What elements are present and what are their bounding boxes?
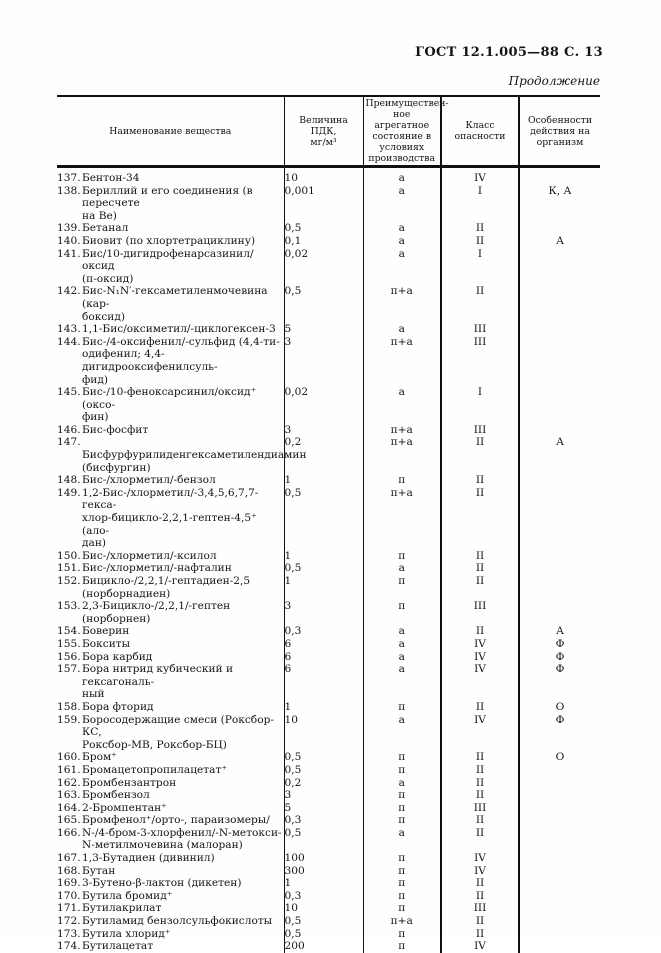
substance-number: 152. bbox=[57, 575, 81, 587]
hazard-class: II bbox=[441, 222, 519, 235]
pdk-value: 3 bbox=[284, 336, 363, 386]
pdk-value: 10 bbox=[284, 714, 363, 752]
substance-number: 145. bbox=[57, 386, 81, 399]
hazard-class: III bbox=[441, 323, 519, 336]
action-feature bbox=[519, 814, 600, 827]
pdk-value: 6 bbox=[284, 663, 363, 701]
substance-name: Бетанал bbox=[82, 222, 129, 235]
substance-number: 166. bbox=[57, 826, 81, 839]
substance-name: Бромбензантрон bbox=[82, 776, 177, 789]
substance-number: 162. bbox=[57, 776, 81, 789]
table-row bbox=[57, 424, 600, 437]
action-feature: А bbox=[519, 625, 600, 638]
action-feature bbox=[519, 915, 600, 928]
substance-number: 160. bbox=[57, 751, 81, 764]
pdk-value: 10 bbox=[284, 902, 363, 915]
pdk-value: 5 bbox=[284, 323, 363, 336]
action-feature bbox=[519, 890, 600, 903]
table-row bbox=[57, 701, 600, 714]
substance-number: 144. bbox=[57, 335, 81, 348]
hazard-class: II bbox=[441, 235, 519, 248]
continuation-label: Продолжение bbox=[508, 74, 600, 88]
substance-name: Бутилацетат bbox=[82, 940, 154, 953]
substance-name: Бора нитрид кубический и гексагональ- ный bbox=[82, 663, 234, 701]
aggregate-state: п bbox=[363, 890, 441, 903]
action-feature bbox=[519, 827, 600, 852]
substance-number: 147. bbox=[57, 436, 81, 449]
substance-name: Бериллий и его соединения (в пересчете на Ве) bbox=[82, 184, 253, 222]
substance-name: Бокситы bbox=[82, 637, 131, 650]
pdk-value: 0,5 bbox=[284, 764, 363, 777]
pdk-value: 0,5 bbox=[284, 751, 363, 764]
action-feature: Ф bbox=[519, 714, 600, 752]
action-feature bbox=[519, 424, 600, 437]
table-row bbox=[57, 386, 600, 424]
substance-number: 150. bbox=[57, 549, 81, 562]
substance-number: 137. bbox=[57, 172, 81, 184]
hazard-class: IV bbox=[441, 663, 519, 701]
substance-number: 156. bbox=[57, 650, 81, 663]
aggregate-state: п bbox=[363, 550, 441, 563]
pdk-value: 1 bbox=[284, 550, 363, 563]
aggregate-state: п bbox=[363, 940, 441, 953]
table-row bbox=[57, 764, 600, 777]
table-row bbox=[57, 638, 600, 651]
pdk-value: 0,3 bbox=[284, 625, 363, 638]
pdk-value: 0,001 bbox=[284, 185, 363, 223]
substance-number: 172. bbox=[57, 915, 81, 928]
substance-name: Бис-/хлорметил/-нафталин bbox=[82, 562, 232, 575]
hazard-class: IV bbox=[441, 638, 519, 651]
aggregate-state: а bbox=[363, 651, 441, 664]
hazard-class: II bbox=[441, 487, 519, 550]
substance-name: Бис/10-дигидрофенарсазинил/оксид (п-оксид) bbox=[82, 247, 254, 285]
action-feature: А bbox=[519, 436, 600, 474]
substance-name: Бромацетопропилацетат⁺ bbox=[82, 763, 227, 776]
table-row bbox=[57, 285, 600, 323]
action-feature bbox=[519, 562, 600, 575]
aggregate-state: п bbox=[363, 902, 441, 915]
action-feature bbox=[519, 600, 600, 625]
substance-number: 161. bbox=[57, 763, 81, 776]
table-row bbox=[57, 436, 600, 474]
pdk-value: 1 bbox=[284, 575, 363, 600]
substance-name: Боверин bbox=[82, 625, 130, 638]
aggregate-state: п bbox=[363, 474, 441, 487]
pdk-value: 5 bbox=[284, 802, 363, 815]
substances-table bbox=[57, 95, 600, 953]
table-row bbox=[57, 185, 600, 223]
action-feature: К, А bbox=[519, 185, 600, 223]
substance-name: Бицикло-/2,2,1/-гептадиен-2,5 (норборнадиен) bbox=[82, 575, 251, 600]
substance-number: 169. bbox=[57, 877, 81, 890]
pdk-value: 0,3 bbox=[284, 890, 363, 903]
substance-number: 157. bbox=[57, 663, 81, 676]
aggregate-state: п+а bbox=[363, 336, 441, 386]
aggregate-state: п+а bbox=[363, 424, 441, 437]
action-feature: О bbox=[519, 751, 600, 764]
table-row bbox=[57, 751, 600, 764]
table-row bbox=[57, 550, 600, 563]
aggregate-state: п bbox=[363, 865, 441, 878]
substance-name: 1,3-Бутадиен (дивинил) bbox=[82, 852, 215, 865]
substance-name: 2-Бромпентан⁺ bbox=[82, 801, 167, 814]
hazard-class: II bbox=[441, 285, 519, 323]
aggregate-state: п+а bbox=[363, 285, 441, 323]
pdk-value: 1 bbox=[284, 701, 363, 714]
action-feature: О bbox=[519, 701, 600, 714]
table-row bbox=[57, 235, 600, 248]
pdk-value: 0,2 bbox=[284, 777, 363, 790]
action-feature bbox=[519, 789, 600, 802]
hazard-class: II bbox=[441, 877, 519, 890]
substance-number: 167. bbox=[57, 852, 81, 865]
substance-name: Биовит (по хлортетрациклину) bbox=[82, 234, 256, 247]
hazard-class: II bbox=[441, 915, 519, 928]
table-row bbox=[57, 487, 600, 550]
hazard-class: II bbox=[441, 474, 519, 487]
substance-name: Бромфенол⁺/орто-, параизомеры/ bbox=[82, 814, 270, 827]
action-feature bbox=[519, 285, 600, 323]
substance-number: 154. bbox=[57, 625, 81, 638]
hazard-class: IV bbox=[441, 714, 519, 752]
action-feature: А bbox=[519, 235, 600, 248]
action-feature bbox=[519, 550, 600, 563]
pdk-value: 10 bbox=[284, 167, 363, 185]
substance-name: Бис-/10-феноксарсинил/оксид⁺ (оксо- фин) bbox=[82, 386, 257, 424]
action-feature bbox=[519, 167, 600, 185]
substance-name: 2,3-Бицикло-/2,2,1/-гептен (норборнен) bbox=[82, 600, 231, 625]
hazard-class: I bbox=[441, 248, 519, 286]
column-header-hazard-class: Класс опасности bbox=[441, 96, 519, 167]
hazard-class: III bbox=[441, 802, 519, 815]
table-row bbox=[57, 600, 600, 625]
hazard-class: II bbox=[441, 562, 519, 575]
action-feature bbox=[519, 575, 600, 600]
column-header-substance-name: Наименование вещества bbox=[57, 96, 284, 167]
table-row bbox=[57, 714, 600, 752]
substance-name: N-/4-бром-3-хлорфенил/-N-метокси- N-метилмочевина (малоран) bbox=[82, 826, 282, 852]
hazard-class: II bbox=[441, 814, 519, 827]
substance-number: 159. bbox=[57, 713, 81, 726]
action-feature bbox=[519, 877, 600, 890]
pdk-value: 100 bbox=[284, 852, 363, 865]
pdk-value: 0,5 bbox=[284, 827, 363, 852]
pdk-value: 0,5 bbox=[284, 928, 363, 941]
pdk-value: 3 bbox=[284, 424, 363, 437]
substance-name: 1,1-Бис/оксиметил/-циклогексен-3 bbox=[82, 323, 276, 336]
aggregate-state: а bbox=[363, 167, 441, 185]
substance-name: Бутила бромид⁺ bbox=[82, 889, 173, 902]
pdk-value: 0,2 bbox=[284, 436, 363, 474]
substance-name: Бисфурфурилиденгексаметилендиамин (бисфургин) bbox=[82, 449, 307, 474]
hazard-class: IV bbox=[441, 940, 519, 953]
substance-number: 146. bbox=[57, 423, 81, 436]
action-feature bbox=[519, 323, 600, 336]
table-row bbox=[57, 802, 600, 815]
pdk-value: 0,1 bbox=[284, 235, 363, 248]
table-row bbox=[57, 915, 600, 928]
aggregate-state: п bbox=[363, 852, 441, 865]
table-row bbox=[57, 575, 600, 600]
action-feature bbox=[519, 487, 600, 550]
table-row bbox=[57, 814, 600, 827]
pdk-value: 0,5 bbox=[284, 915, 363, 928]
substance-name: Бис-/4-оксифенил/-сульфид (4,4-ти- одифенил; 4,4-дигидрооксифенилсуль- фид) bbox=[82, 335, 280, 386]
pdk-value: 0,3 bbox=[284, 814, 363, 827]
substance-name: Боросодержащие смеси (Роксбор-КС, Роксбор-МВ, Роксбор-БЦ) bbox=[82, 713, 274, 751]
substance-number: 141. bbox=[57, 247, 81, 260]
column-header-action-feature: Особенности действия на организм bbox=[519, 96, 600, 167]
aggregate-state: п bbox=[363, 600, 441, 625]
aggregate-state: п bbox=[363, 575, 441, 600]
action-feature bbox=[519, 802, 600, 815]
action-feature bbox=[519, 386, 600, 424]
substance-number: 143. bbox=[57, 323, 81, 336]
aggregate-state: п bbox=[363, 928, 441, 941]
aggregate-state: а bbox=[363, 185, 441, 223]
action-feature bbox=[519, 852, 600, 865]
action-feature bbox=[519, 940, 600, 953]
table-row bbox=[57, 625, 600, 638]
table-row bbox=[57, 562, 600, 575]
substance-number: 153. bbox=[57, 600, 81, 613]
table-row bbox=[57, 777, 600, 790]
substance-number: 142. bbox=[57, 285, 81, 298]
hazard-class: II bbox=[441, 436, 519, 474]
hazard-class: III bbox=[441, 336, 519, 386]
substance-name: Бром⁺ bbox=[82, 751, 117, 764]
aggregate-state: а bbox=[363, 777, 441, 790]
table-row bbox=[57, 890, 600, 903]
aggregate-state: а bbox=[363, 714, 441, 752]
action-feature bbox=[519, 928, 600, 941]
table-row bbox=[57, 248, 600, 286]
pdk-value: 200 bbox=[284, 940, 363, 953]
substance-name: Бис-фосфит bbox=[82, 423, 149, 436]
table-row bbox=[57, 827, 600, 852]
action-feature bbox=[519, 777, 600, 790]
substance-number: 155. bbox=[57, 637, 81, 650]
table-row bbox=[57, 474, 600, 487]
action-feature bbox=[519, 336, 600, 386]
hazard-class: I bbox=[441, 185, 519, 223]
substance-number: 173. bbox=[57, 927, 81, 940]
substance-number: 163. bbox=[57, 789, 81, 802]
hazard-class: II bbox=[441, 827, 519, 852]
table-row bbox=[57, 789, 600, 802]
action-feature bbox=[519, 248, 600, 286]
table-row bbox=[57, 852, 600, 865]
table-row bbox=[57, 865, 600, 878]
aggregate-state: а bbox=[363, 663, 441, 701]
aggregate-state: п+а bbox=[363, 915, 441, 928]
aggregate-state: а bbox=[363, 248, 441, 286]
pdk-value: 0,5 bbox=[284, 222, 363, 235]
action-feature: Ф bbox=[519, 651, 600, 664]
substance-name: Бис-/хлорметил/-ксилол bbox=[82, 549, 217, 562]
hazard-class: II bbox=[441, 701, 519, 714]
hazard-class: II bbox=[441, 625, 519, 638]
substance-name: Бутан bbox=[82, 864, 116, 877]
table-header bbox=[57, 96, 600, 167]
substance-name: 3-Бутено-β-лактон (дикетен) bbox=[82, 877, 242, 890]
substance-number: 168. bbox=[57, 864, 81, 877]
pdk-value: 300 bbox=[284, 865, 363, 878]
substance-name: Бис-/хлорметил/-бензол bbox=[82, 474, 216, 487]
table-row bbox=[57, 902, 600, 915]
substance-name: Бентон-34 bbox=[82, 172, 140, 184]
aggregate-state: а bbox=[363, 235, 441, 248]
table-row bbox=[57, 167, 600, 185]
pdk-value: 6 bbox=[284, 638, 363, 651]
substance-name: Бромбензол bbox=[82, 789, 150, 802]
hazard-class: III bbox=[441, 902, 519, 915]
action-feature bbox=[519, 474, 600, 487]
table-row bbox=[57, 222, 600, 235]
pdk-value: 0,02 bbox=[284, 386, 363, 424]
aggregate-state: п+а bbox=[363, 487, 441, 550]
substance-number: 158. bbox=[57, 700, 81, 713]
substance-number: 140. bbox=[57, 234, 81, 247]
hazard-class: II bbox=[441, 928, 519, 941]
aggregate-state: п bbox=[363, 701, 441, 714]
aggregate-state: п bbox=[363, 789, 441, 802]
aggregate-state: п+а bbox=[363, 436, 441, 474]
action-feature bbox=[519, 222, 600, 235]
substance-number: 174. bbox=[57, 940, 81, 953]
action-feature: Ф bbox=[519, 663, 600, 701]
substance-number: 149. bbox=[57, 486, 81, 499]
hazard-class: IV bbox=[441, 852, 519, 865]
substance-number: 165. bbox=[57, 814, 81, 827]
action-feature bbox=[519, 865, 600, 878]
table-row bbox=[57, 336, 600, 386]
hazard-class: II bbox=[441, 777, 519, 790]
aggregate-state: а bbox=[363, 625, 441, 638]
header-row bbox=[57, 96, 600, 167]
table-row bbox=[57, 877, 600, 890]
pdk-value: 1 bbox=[284, 474, 363, 487]
hazard-class: IV bbox=[441, 651, 519, 664]
substance-number: 170. bbox=[57, 889, 81, 902]
substance-name: 1,2-Бис-/хлорметил/-3,4,5,6,7,7-гекса- хлор-бицикло-2,2,1-гептен-4,5⁺ (ало- дан) bbox=[82, 486, 259, 550]
pdk-value: 3 bbox=[284, 600, 363, 625]
aggregate-state: а bbox=[363, 386, 441, 424]
substance-name: Бора фторид bbox=[82, 700, 154, 713]
hazard-class: II bbox=[441, 764, 519, 777]
table-row bbox=[57, 928, 600, 941]
table-row bbox=[57, 323, 600, 336]
hazard-class: II bbox=[441, 751, 519, 764]
substance-number: 138. bbox=[57, 184, 81, 197]
pdk-value: 6 bbox=[284, 651, 363, 664]
aggregate-state: а bbox=[363, 323, 441, 336]
aggregate-state: п bbox=[363, 877, 441, 890]
hazard-class: II bbox=[441, 890, 519, 903]
aggregate-state: п bbox=[363, 751, 441, 764]
substance-name: Бис-N₁N′-гексаметиленмочевина (кар- боксид) bbox=[82, 285, 268, 323]
aggregate-state: а bbox=[363, 222, 441, 235]
pdk-value: 0,5 bbox=[284, 562, 363, 575]
pdk-value: 0,02 bbox=[284, 248, 363, 286]
pdk-value: 3 bbox=[284, 789, 363, 802]
aggregate-state: п bbox=[363, 802, 441, 815]
aggregate-state: а bbox=[363, 827, 441, 852]
substance-number: 171. bbox=[57, 902, 81, 915]
table-row bbox=[57, 651, 600, 664]
aggregate-state: а bbox=[363, 562, 441, 575]
substance-number: 151. bbox=[57, 562, 81, 575]
hazard-class: III bbox=[441, 600, 519, 625]
substance-number: 164. bbox=[57, 801, 81, 814]
aggregate-state: п bbox=[363, 764, 441, 777]
hazard-class: III bbox=[441, 424, 519, 437]
column-header-aggregate-state: Преимуществен- ное агрегатное состояние в условиях производства bbox=[363, 96, 441, 167]
hazard-class: II bbox=[441, 575, 519, 600]
hazard-class: IV bbox=[441, 167, 519, 185]
substance-number: 139. bbox=[57, 222, 81, 235]
hazard-class: I bbox=[441, 386, 519, 424]
column-header-pdk-value: Величина ПДК, мг/м³ bbox=[284, 96, 363, 167]
pdk-value: 0,5 bbox=[284, 487, 363, 550]
aggregate-state: а bbox=[363, 638, 441, 651]
substances-table-body bbox=[57, 167, 600, 953]
action-feature: Ф bbox=[519, 638, 600, 651]
pdk-value: 1 bbox=[284, 877, 363, 890]
action-feature bbox=[519, 764, 600, 777]
aggregate-state: п bbox=[363, 814, 441, 827]
hazard-class: II bbox=[441, 550, 519, 563]
pdk-value: 0,5 bbox=[284, 285, 363, 323]
document-header: ГОСТ 12.1.005—88 С. 13 bbox=[415, 45, 603, 60]
substance-name: Бутила хлорид⁺ bbox=[82, 927, 171, 940]
table-row bbox=[57, 940, 600, 953]
substance-name: Бора карбид bbox=[82, 650, 153, 663]
substance-name: Бутилакрилат bbox=[82, 902, 162, 915]
action-feature bbox=[519, 902, 600, 915]
substance-name: Бутиламид бензолсульфокислоты bbox=[82, 915, 273, 928]
hazard-class: IV bbox=[441, 865, 519, 878]
table-row bbox=[57, 663, 600, 701]
substance-number: 148. bbox=[57, 474, 81, 487]
hazard-class: II bbox=[441, 789, 519, 802]
